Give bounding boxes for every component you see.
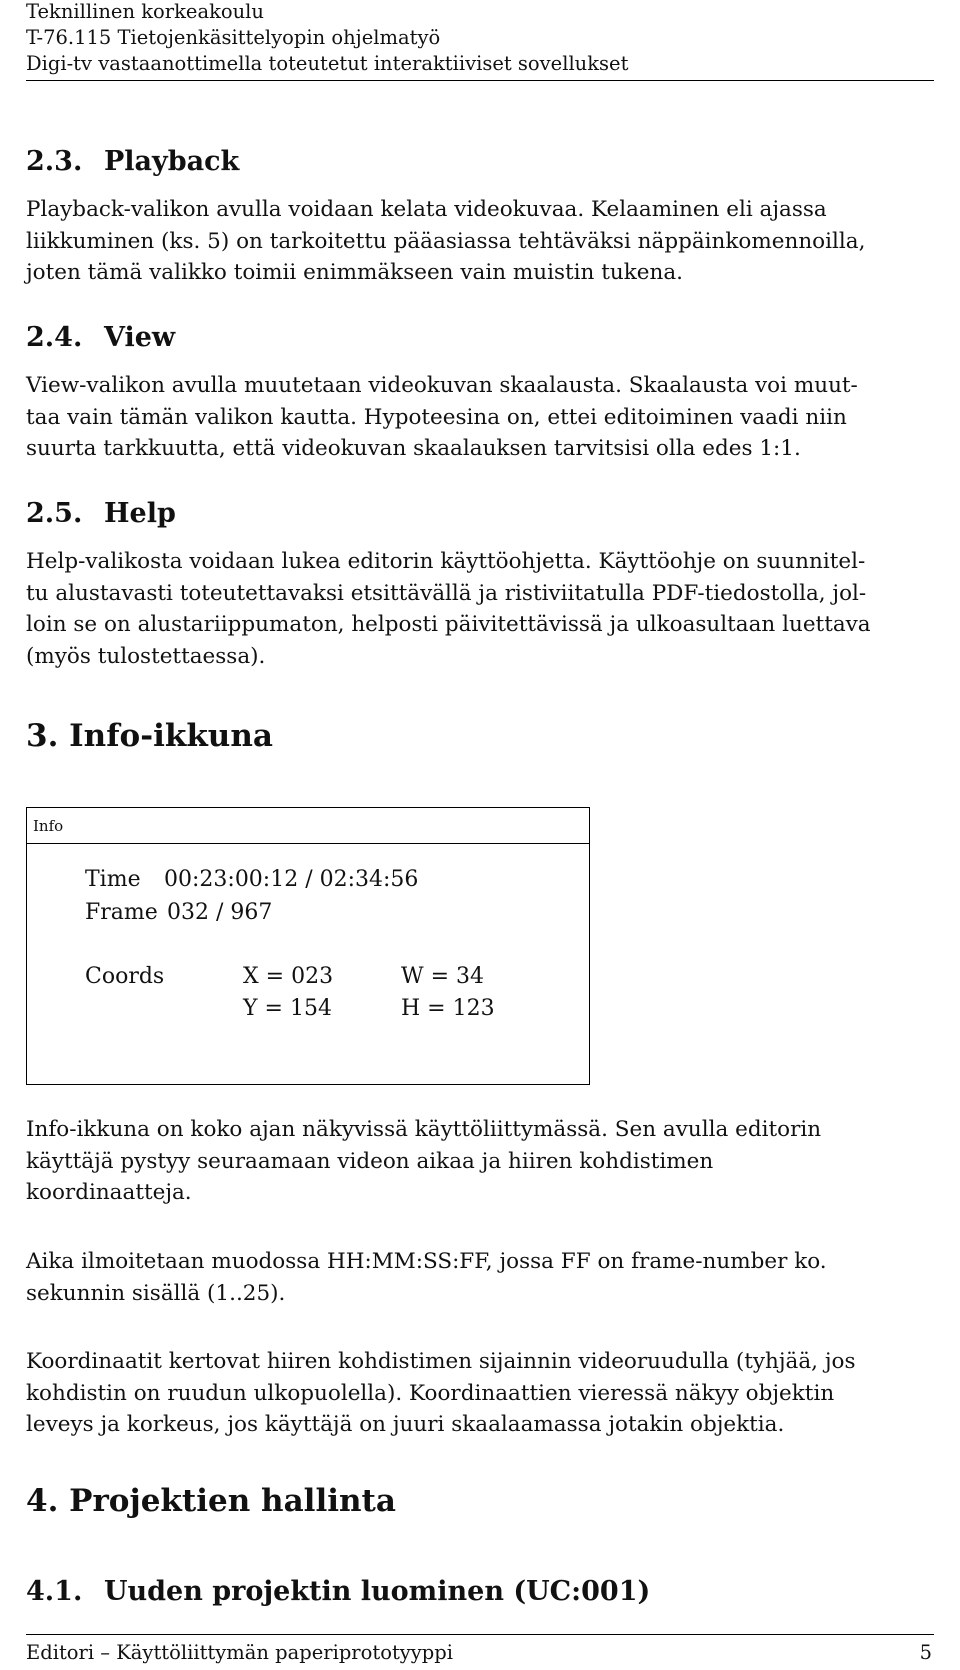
text-line: Playback-valikon avulla voidaan kelata videokuvaa. Kelaaminen eli ajassa [26, 197, 827, 222]
size-h: H = 123 [401, 996, 495, 1021]
text-line: Info-ikkuna on koko ajan näkyvissä käyttöliittymässä. Sen avulla editorin [26, 1117, 822, 1142]
coord-y: Y = 154 [243, 996, 332, 1021]
section-title: Uuden projektin luominen (UC:001) [104, 1576, 651, 1607]
text-line: Aika ilmoitetaan muodossa HH:MM:SS:FF, jossa FF on frame-number ko. [26, 1249, 827, 1274]
footer-rule [26, 1634, 934, 1635]
text-line: joten tämä valikko toimii enimmäkseen vain muistin tukena. [26, 260, 683, 285]
text-line: View-valikon avulla muutetaan videokuvan skaalausta. Skaalausta voi muut- [26, 373, 858, 398]
text-line: sekunnin sisällä (1..25). [26, 1280, 286, 1306]
section-title: Help [104, 498, 176, 529]
frame-value: 032 / 967 [167, 900, 273, 925]
time-label: Time [85, 867, 141, 892]
info-window-figure [26, 807, 590, 1085]
text-line: käyttäjä pystyy seuraamaan videon aikaa ja hiiren kohdistimen [26, 1148, 714, 1174]
section-number: 4.1. [26, 1576, 83, 1607]
coords-label: Coords [85, 964, 165, 989]
info-window-titlebar [27, 808, 589, 844]
size-w: W = 34 [401, 964, 485, 989]
text-line: (myös tulostettaessa). [26, 643, 266, 669]
section-number: 2.3. [26, 146, 83, 177]
chapter-heading-projects: 4. Projektien hallinta [26, 1483, 396, 1519]
paragraph-info-1 [26, 1114, 821, 1209]
text-line: tu alustavasti toteutettavaksi etsittävällä ja ristiviitatulla PDF-tiedostolla, jol- [26, 580, 867, 606]
section-number: 2.4. [26, 322, 83, 353]
text-line: taa vain tämän valikon kautta. Hypoteesina on, ettei editoiminen vaadi niin [26, 404, 847, 430]
header-project: Digi-tv vastaanottimella toteutetut interaktiiviset sovellukset [26, 52, 629, 75]
section-title: View [104, 322, 176, 353]
frame-label: Frame [85, 900, 158, 925]
header-course: T-76.115 Tietojenkäsittelyopin ohjelmatyö [26, 26, 441, 49]
header-rule [26, 80, 934, 81]
section-title: Playback [104, 146, 240, 177]
chapter-heading-info: 3. Info-ikkuna [26, 718, 273, 754]
page-number: 5 [919, 1641, 932, 1664]
footer-title: Editori – Käyttöliittymän paperiprototyyppi [26, 1641, 454, 1664]
section-number: 2.5. [26, 498, 83, 529]
paragraph-help [26, 546, 871, 672]
text-line: liikkuminen (ks. 5) on tarkoitettu pääasiassa tehtäväksi näppäinkomennoilla, [26, 228, 866, 254]
section-heading-help [26, 498, 176, 529]
paragraph-view [26, 370, 858, 465]
paragraph-info-3 [26, 1346, 856, 1441]
text-line: loin se on alustariippumaton, helposti päivitettävissä ja ulkoasultaan luettava [26, 612, 871, 637]
info-window-title: Info [33, 817, 64, 835]
paragraph-playback [26, 194, 865, 289]
text-line: Help-valikosta voidaan lukea editorin käyttöohjetta. Käyttöohje on suunnitel- [26, 549, 866, 574]
paragraph-info-2 [26, 1246, 827, 1309]
text-line: leveys ja korkeus, jos käyttäjä on juuri skaalaamassa jotakin objektia. [26, 1412, 785, 1437]
header-institution: Teknillinen korkeakoulu [26, 0, 264, 23]
section-heading-playback [26, 146, 239, 177]
text-line: koordinaatteja. [26, 1180, 192, 1205]
text-line: Koordinaatit kertovat hiiren kohdistimen sijainnin videoruudulla (tyhjää, jos [26, 1349, 856, 1374]
time-value: 00:23:00:12 / 02:34:56 [164, 867, 419, 892]
section-heading-view [26, 322, 175, 353]
text-line: kohdistin on ruudun ulkopuolella). Koordinaattien vieressä näkyy objektin [26, 1380, 835, 1406]
coord-x: X = 023 [243, 964, 334, 989]
text-line: suurta tarkkuutta, että videokuvan skaalauksen tarvitsisi olla edes 1:1. [26, 436, 801, 461]
section-heading-new-project [26, 1576, 650, 1607]
